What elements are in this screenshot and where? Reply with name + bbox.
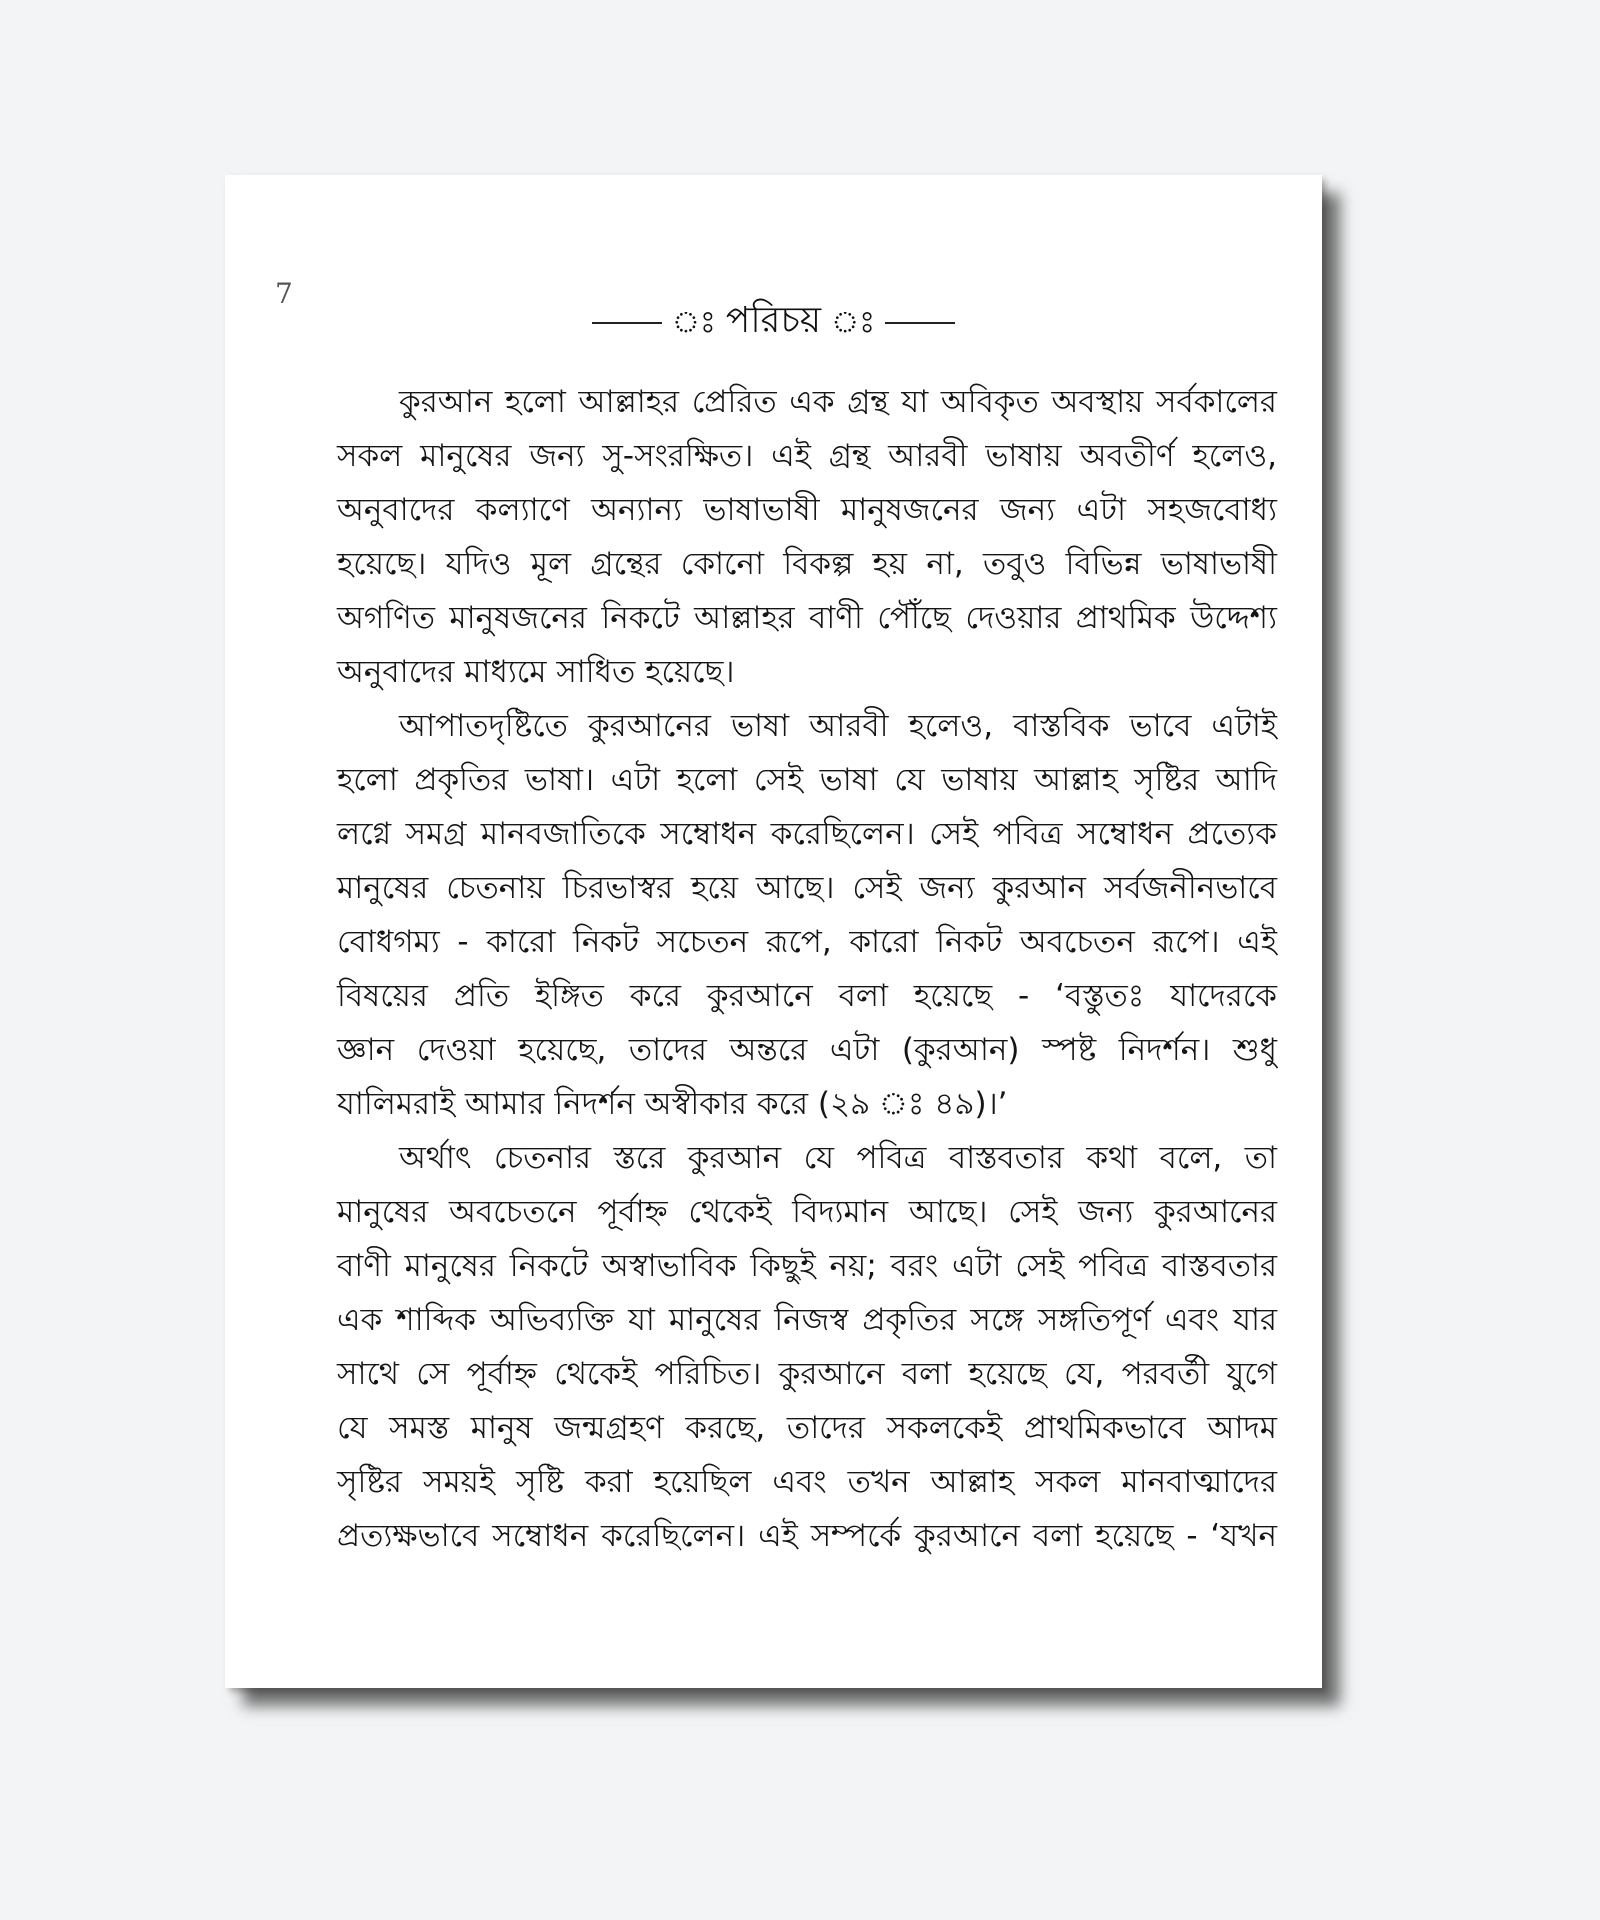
text-line: সকল মানুষের জন্য সু-সংরক্ষিত। এই গ্রন্থ আরবী ভাষায় অবতীর্ণ হলেও, [337,438,1277,474]
text-line: মানুষের চেতনায় চিরভাস্বর হয়ে আছে। সেই জন্য কুরআন সর্বজনীনভাবে [337,870,1277,906]
heading-suffix: ঃ [831,304,876,340]
text-line: লগ্নে সমগ্র মানবজাতিকে সম্বোধন করেছিলেন। সেই পবিত্র সম্বোধন প্রত্যেক [337,816,1277,852]
heading-rule-left [592,322,662,324]
text-line: যালিমরাই আমার নিদর্শন অস্বীকার করে (২৯ ঃ ৪৯)।’ [337,1086,1008,1122]
text-line: বোধগম্য - কারো নিকট সচেতন রূপে, কারো নিকট অবচেতন রূপে। এই [337,924,1277,960]
chapter-title: পরিচয় [725,300,822,341]
text-line: সাথে সে পূর্বাহ্ন থেকেই পরিচিত। কুরআনে বলা হয়েছে যে, পরবর্তী যুগে [337,1356,1277,1392]
paragraph-1 [275,375,1277,699]
text-line: বাণী মানুষের নিকটে অস্বাভাবিক কিছুই নয়; বরং এটা সেই পবিত্র বাস্তবতার [337,1248,1277,1284]
paragraph-2 [275,699,1277,1131]
book-page [225,175,1322,1688]
text-line: অনুবাদের মাধ্যমে সাধিত হয়েছে। [337,654,735,690]
text-line: যে সমস্ত মানুষ জন্মগ্রহণ করছে, তাদের সকলকেই প্রাথমিকভাবে আদম [337,1410,1277,1446]
text-line: মানুষের অবচেতনে পূর্বাহ্ন থেকেই বিদ্যমান আছে। সেই জন্য কুরআনের [337,1194,1277,1230]
paragraph-3 [275,1131,1277,1563]
text-line: এক শাব্দিক অভিব্যক্তি যা মানুষের নিজস্ব প্রকৃতির সঙ্গে সঙ্গতিপূর্ণ এবং যার [337,1302,1277,1338]
chapter-heading [225,293,1322,353]
text-line: প্রত্যক্ষভাবে সম্বোধন করেছিলেন। এই সম্পর্কে কুরআনে বলা হয়েছে - ‘যখন [337,1518,1277,1554]
text-line: বিষয়ের প্রতি ইঙ্গিত করে কুরআনে বলা হয়েছে - ‘বস্তুতঃ যাদেরকে [337,978,1277,1014]
heading-prefix: ঃ [671,304,716,340]
text-line: জ্ঞান দেওয়া হয়েছে, তাদের অন্তরে এটা (কুরআন) স্পষ্ট নিদর্শন। শুধু [337,1032,1277,1068]
text-line: হয়েছে। যদিও মূল গ্রন্থের কোনো বিকল্প হয় না, তবুও বিভিন্ন ভাষাভাষী [337,546,1277,582]
text-line: কুরআন হলো আল্লাহর প্রেরিত এক গ্রন্থ যা অবিকৃত অবস্থায় সর্বকালের [399,384,1277,420]
text-line: অর্থাৎ চেতনার স্তরে কুরআন যে পবিত্র বাস্তবতার কথা বলে, তা [399,1140,1277,1176]
page-number: 7 [275,277,293,310]
body-text [275,375,1277,1563]
heading-rule-right [885,322,955,324]
text-line: আপাতদৃষ্টিতে কুরআনের ভাষা আরবী হলেও, বাস্তবিক ভাবে এটাই [399,708,1277,744]
text-line: অনুবাদের কল্যাণে অন্যান্য ভাষাভাষী মানুষজনের জন্য এটা সহজবোধ্য [337,492,1277,528]
text-line: সৃষ্টির সময়ই সৃষ্টি করা হয়েছিল এবং তখন আল্লাহ সকল মানবাত্মাদের [337,1464,1277,1500]
text-line: অগণিত মানুষজনের নিকটে আল্লাহর বাণী পৌঁছে দেওয়ার প্রাথমিক উদ্দেশ্য [337,600,1277,636]
text-line: হলো প্রকৃতির ভাষা। এটা হলো সেই ভাষা যে ভাষায় আল্লাহ সৃষ্টির আদি [337,762,1277,798]
